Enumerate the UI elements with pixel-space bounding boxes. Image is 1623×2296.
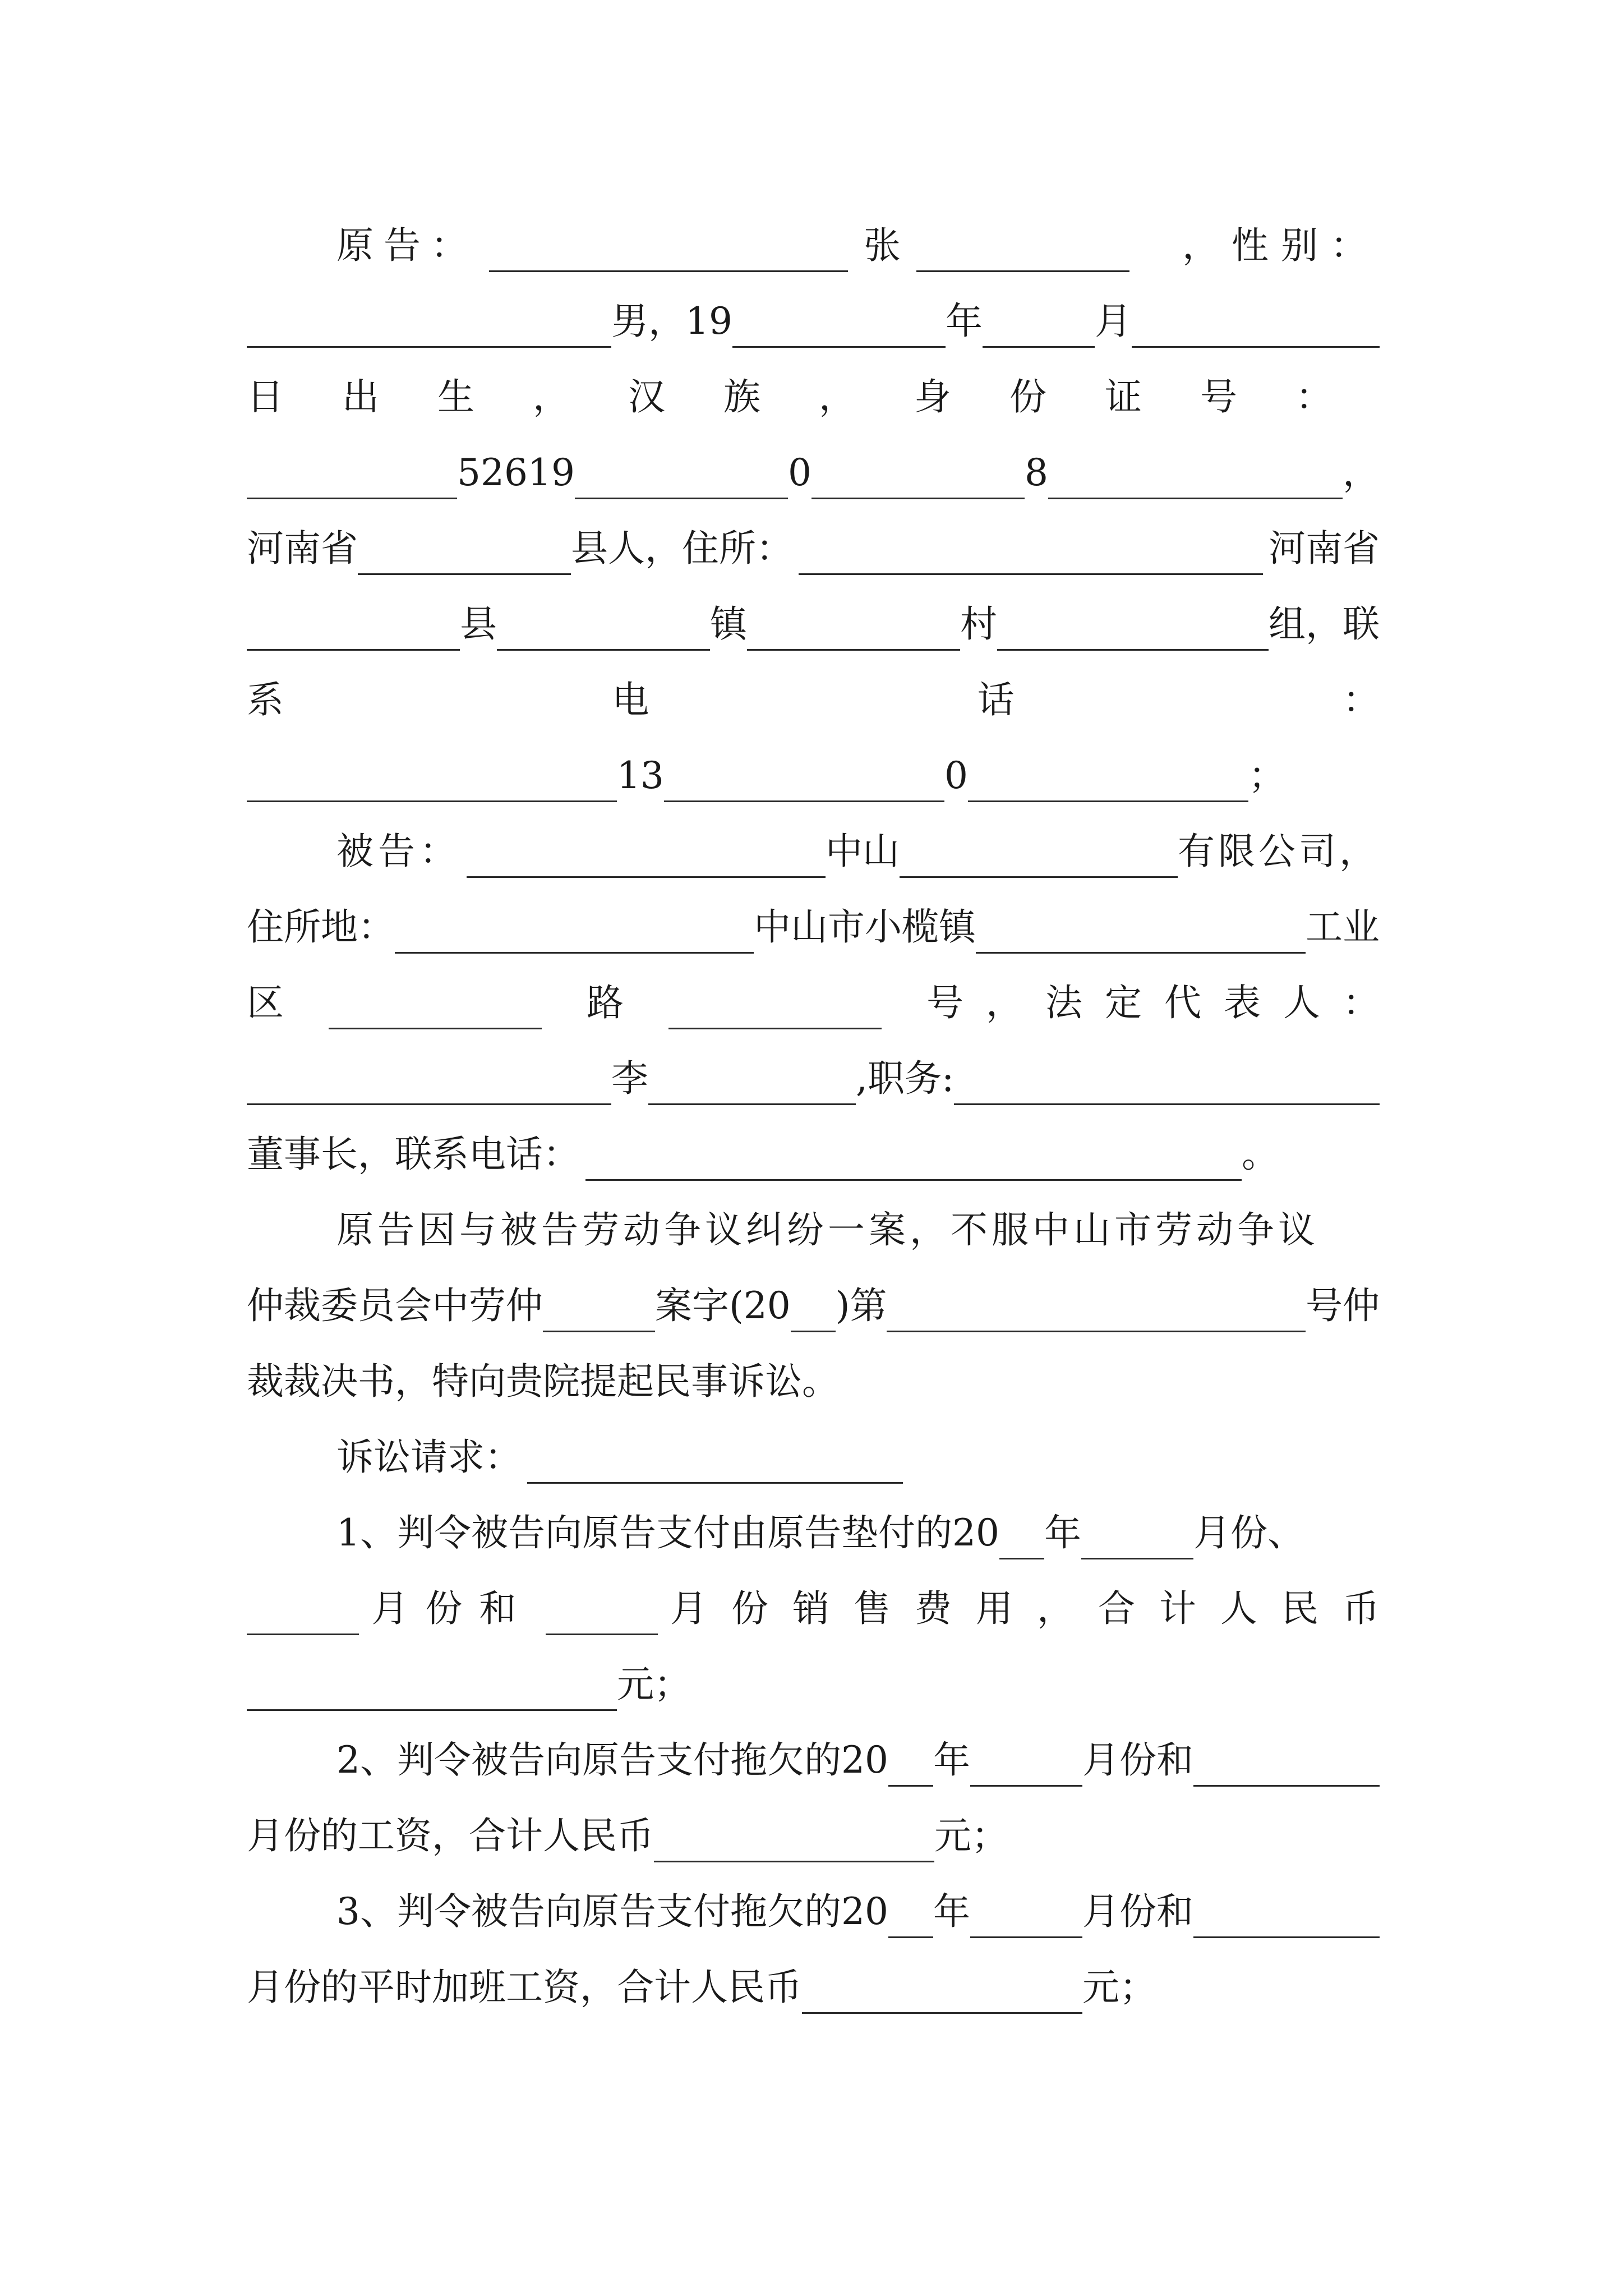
blank-field	[664, 761, 944, 802]
county-person-label: 县人，住所：	[571, 527, 793, 570]
blank-field	[1132, 307, 1380, 348]
claim-3-line-2	[247, 1947, 1380, 2014]
blank-field	[247, 1594, 359, 1635]
statement-text: 仲裁委员会中劳仲	[247, 1284, 543, 1327]
claim-2-line-1	[336, 1719, 1380, 1787]
county-label: 县	[460, 602, 497, 646]
province-label: 河南省	[247, 527, 358, 570]
blank-field	[247, 307, 611, 348]
month-label: 月	[1094, 300, 1132, 343]
claim-text: 3、判令被告向原告支付拖欠的20	[336, 1890, 888, 1933]
blank-field	[1193, 1897, 1380, 1938]
blank-field	[983, 307, 1095, 348]
representative-line	[247, 1038, 1380, 1105]
statement-text: 案字(20	[655, 1284, 791, 1327]
blank-field	[888, 1746, 933, 1787]
birth-prefix: ，19	[648, 300, 732, 343]
blank-field	[799, 534, 1263, 575]
claim-text: 1、判令被告向原告支付由原告垫付的20	[336, 1511, 999, 1554]
group-contact-label: 组，联	[1269, 602, 1380, 646]
rep-name: 李	[611, 1057, 648, 1100]
blank-field	[527, 1443, 903, 1484]
blank-field	[247, 458, 457, 499]
gender-label: ，性别：	[1182, 224, 1380, 267]
claim-text: 月份和	[371, 1587, 533, 1630]
blank-field	[247, 761, 617, 802]
claim-text: 年	[933, 1738, 970, 1782]
blank-field	[1193, 1746, 1380, 1787]
blank-field	[970, 1746, 1082, 1787]
statement-text: )第	[835, 1284, 887, 1327]
statement-text: 裁裁决书，特向贵院提起民事诉讼。	[247, 1360, 839, 1403]
plaintiff-line-1	[336, 205, 1380, 272]
claim-2-line-2	[247, 1795, 1380, 1862]
blank-field	[247, 1064, 611, 1105]
phone-label-char: 话	[977, 678, 1015, 721]
comma: ，	[1343, 451, 1380, 494]
claims-heading: 诉讼请求：	[336, 1435, 522, 1479]
blank-field	[970, 1897, 1082, 1938]
statement-text: 号仲	[1306, 1284, 1380, 1327]
defendant-road-line	[247, 962, 1402, 1029]
town-label: 镇	[710, 602, 747, 646]
claim-1-line-3	[247, 1644, 1380, 1711]
id-part-3: 8	[1024, 451, 1048, 494]
claim-text: 2、判令被告向原告支付拖欠的20	[336, 1738, 888, 1782]
origin-address-line	[247, 508, 1380, 575]
position-value: 董事长，联系电话：	[247, 1133, 580, 1176]
claim-text: 月份、	[1193, 1511, 1304, 1554]
blank-field	[999, 1519, 1044, 1559]
phone-number-line	[247, 735, 1380, 802]
claim-text: 年	[1044, 1511, 1081, 1554]
position-phone-line	[247, 1114, 1380, 1181]
blank-field	[1081, 1519, 1193, 1559]
blank-field	[654, 1821, 934, 1862]
village-label: 村	[960, 602, 997, 646]
blank-field	[489, 231, 848, 272]
blank-field	[358, 534, 571, 575]
defendant-label: 被告：	[336, 830, 461, 873]
position-label: ,职务:	[856, 1057, 955, 1100]
claim-text: 元；	[1082, 1966, 1156, 2009]
phone-part-1: 13	[617, 754, 664, 797]
blank-field	[648, 1064, 856, 1105]
address-label: 住所地：	[247, 905, 395, 949]
claim-text: 年	[933, 1890, 970, 1933]
claim-text: 月份销售费用，合计人民币	[670, 1587, 1404, 1630]
statement-text: 原告因与被告劳动争议纠纷一案，不服中山市劳动争议	[336, 1208, 1319, 1251]
claim-text: 月份和	[1082, 1890, 1193, 1933]
industrial-label: 工业	[1306, 905, 1380, 949]
blank-field	[497, 610, 710, 651]
address-town: 中山市小榄镇	[754, 905, 976, 949]
blank-field	[791, 1291, 836, 1332]
plaintiff-label: 原告：	[336, 224, 478, 267]
phone-label-char: 电	[612, 678, 649, 721]
gender-value: 男	[611, 300, 648, 343]
blank-field	[575, 458, 788, 499]
defendant-line-1	[336, 811, 1380, 878]
claim-text: 月份的平时加班工资，合计人民币	[247, 1966, 802, 2009]
blank-field	[732, 307, 946, 348]
claim-text: 元；	[934, 1814, 1008, 1857]
blank-field	[916, 231, 1129, 272]
blank-field	[968, 761, 1248, 802]
claim-text: 月份的工资，合计人民币	[247, 1814, 654, 1857]
blank-field	[543, 1291, 655, 1332]
claim-text: 月份和	[1082, 1738, 1193, 1782]
blank-field	[1048, 458, 1343, 499]
year-label: 年	[945, 300, 983, 343]
blank-field	[247, 1670, 617, 1711]
id-part-2: 0	[787, 451, 811, 494]
plaintiff-line-3	[247, 356, 1391, 424]
road-label: 路	[587, 981, 624, 1024]
company-suffix: 有限公司，	[1178, 830, 1380, 873]
phone-label-char: 系	[247, 678, 284, 721]
blank-field	[329, 988, 542, 1029]
blank-field	[976, 913, 1306, 954]
blank-field	[887, 1291, 1306, 1332]
plaintiff-name: 张	[864, 224, 901, 267]
company-city: 中山	[826, 830, 900, 873]
blank-field	[395, 913, 754, 954]
address-province: 河南省	[1269, 527, 1380, 570]
semicolon: ；	[1248, 754, 1285, 797]
blank-field	[467, 837, 826, 878]
blank-field	[888, 1897, 933, 1938]
blank-field	[546, 1594, 658, 1635]
number-rep-label: 号，法定代表人：	[926, 981, 1402, 1024]
phone-label-line	[247, 659, 1380, 726]
period: 。	[1242, 1133, 1279, 1176]
phone-label-char: ：	[1342, 678, 1380, 721]
blank-field	[247, 610, 460, 651]
claim-text: 元；	[617, 1663, 691, 1706]
id-part-1: 52619	[457, 451, 575, 494]
birth-id-label: 日出生，汉族，身份证号：	[247, 375, 1391, 418]
blank-field	[954, 1064, 1380, 1105]
claim-1-line-2	[247, 1568, 1404, 1635]
address-line	[247, 583, 1380, 651]
claims-heading-line	[336, 1416, 1380, 1484]
blank-field	[802, 1973, 1082, 2014]
claim-1-line-1	[336, 1492, 1380, 1559]
phone-part-2: 0	[944, 754, 968, 797]
blank-field	[668, 988, 882, 1029]
plaintiff-line-2	[247, 280, 1380, 348]
claim-3-line-1	[336, 1871, 1380, 1938]
statement-line-3	[247, 1341, 1380, 1408]
blank-field	[585, 1140, 1242, 1181]
statement-line-1	[336, 1189, 1380, 1257]
blank-field	[997, 610, 1269, 651]
blank-field	[811, 458, 1025, 499]
blank-field	[900, 837, 1178, 878]
defendant-address-line	[247, 886, 1380, 954]
statement-line-2	[247, 1265, 1380, 1332]
district-label: 区	[247, 981, 284, 1024]
id-number-line	[247, 432, 1380, 499]
blank-field	[747, 610, 960, 651]
